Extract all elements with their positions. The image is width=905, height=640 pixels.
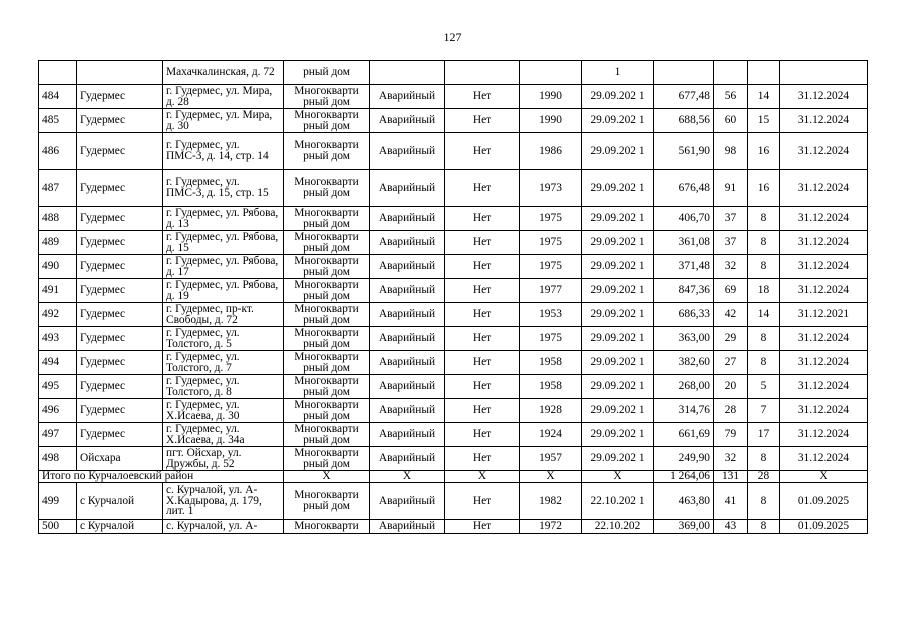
cell-flag: Нет xyxy=(445,170,520,207)
cell-settlement: Гудермес xyxy=(77,207,163,231)
cell-date: 29.09.202 1 xyxy=(582,375,654,399)
cell-type: рный дом xyxy=(284,61,370,85)
cell-year: 1975 xyxy=(520,255,582,279)
cell-apartments: 5 xyxy=(748,375,780,399)
cell-num: 499 xyxy=(39,483,77,520)
total-cell-deadline: X xyxy=(780,471,868,483)
cell-num: 494 xyxy=(39,351,77,375)
cell-flag: Нет xyxy=(445,520,520,534)
cell-apartments: 8 xyxy=(748,255,780,279)
cell-area: 249,90 xyxy=(654,447,714,471)
cell-area: 463,80 xyxy=(654,483,714,520)
cell-date: 22.10.202 xyxy=(582,520,654,534)
total-cell-status: X xyxy=(370,471,445,483)
cell-apartments xyxy=(748,61,780,85)
cell-deadline: 31.12.2024 xyxy=(780,255,868,279)
cell-deadline: 31.12.2024 xyxy=(780,351,868,375)
cell-apartments: 8 xyxy=(748,520,780,534)
cell-type: Многокварти рный дом xyxy=(284,231,370,255)
cell-address: г. Гудермес, ул. ПМС-3, д. 14, стр. 14 xyxy=(163,133,284,170)
cell-settlement: Гудермес xyxy=(77,279,163,303)
cell-date: 22.10.202 1 xyxy=(582,483,654,520)
cell-year: 1990 xyxy=(520,85,582,109)
table-row xyxy=(39,483,868,520)
cell-settlement: Гудермес xyxy=(77,133,163,170)
cell-deadline: 31.12.2024 xyxy=(780,133,868,170)
cell-residents: 29 xyxy=(714,327,748,351)
cell-status: Аварийный xyxy=(370,423,445,447)
cell-date: 29.09.202 1 xyxy=(582,399,654,423)
cell-type: Многокварти рный дом xyxy=(284,133,370,170)
cell-date: 29.09.202 1 xyxy=(582,231,654,255)
table-total-row xyxy=(39,471,868,483)
cell-deadline: 31.12.2024 xyxy=(780,170,868,207)
cell-apartments: 17 xyxy=(748,423,780,447)
cell-residents: 98 xyxy=(714,133,748,170)
cell-year: 1972 xyxy=(520,520,582,534)
cell-status: Аварийный xyxy=(370,279,445,303)
cell-num: 500 xyxy=(39,520,77,534)
cell-type: Многокварти рный дом xyxy=(284,109,370,133)
cell-status: Аварийный xyxy=(370,207,445,231)
cell-address: г. Гудермес, ул. Х.Исаева, д. 34а xyxy=(163,423,284,447)
cell-status: Аварийный xyxy=(370,109,445,133)
cell-residents: 27 xyxy=(714,351,748,375)
cell-status: Аварийный xyxy=(370,327,445,351)
cell-type: Многокварти рный дом xyxy=(284,303,370,327)
cell-settlement: Гудермес xyxy=(77,351,163,375)
cell-status xyxy=(370,61,445,85)
housing-registry-table xyxy=(38,60,868,534)
cell-date: 29.09.202 1 xyxy=(582,447,654,471)
cell-flag: Нет xyxy=(445,85,520,109)
cell-area: 561,90 xyxy=(654,133,714,170)
table-row xyxy=(39,85,868,109)
cell-address: г. Гудермес, ул. Толстого, д. 5 xyxy=(163,327,284,351)
cell-flag: Нет xyxy=(445,109,520,133)
cell-status: Аварийный xyxy=(370,351,445,375)
cell-area: 371,48 xyxy=(654,255,714,279)
cell-address: г. Гудермес, ул. Рябова, д. 13 xyxy=(163,207,284,231)
cell-status: Аварийный xyxy=(370,520,445,534)
cell-date: 29.09.202 1 xyxy=(582,207,654,231)
cell-residents: 60 xyxy=(714,109,748,133)
cell-date: 29.09.202 1 xyxy=(582,133,654,170)
table-row xyxy=(39,279,868,303)
cell-type: Многокварти рный дом xyxy=(284,375,370,399)
cell-residents: 42 xyxy=(714,303,748,327)
cell-type: Многокварти рный дом xyxy=(284,207,370,231)
cell-status: Аварийный xyxy=(370,483,445,520)
cell-residents: 91 xyxy=(714,170,748,207)
table-row xyxy=(39,375,868,399)
cell-num: 487 xyxy=(39,170,77,207)
table-row xyxy=(39,351,868,375)
cell-flag: Нет xyxy=(445,351,520,375)
cell-area: 363,00 xyxy=(654,327,714,351)
cell-residents: 37 xyxy=(714,207,748,231)
table-row xyxy=(39,520,868,534)
cell-settlement: Ойсхара xyxy=(77,447,163,471)
cell-apartments: 8 xyxy=(748,483,780,520)
cell-type: Многокварти рный дом xyxy=(284,483,370,520)
cell-type: Многокварти рный дом xyxy=(284,327,370,351)
cell-date: 1 xyxy=(582,61,654,85)
cell-flag: Нет xyxy=(445,423,520,447)
cell-address: г. Гудермес, ул. Толстого, д. 8 xyxy=(163,375,284,399)
cell-area: 688,56 xyxy=(654,109,714,133)
cell-num: 489 xyxy=(39,231,77,255)
cell-area xyxy=(654,61,714,85)
cell-address: г. Гудермес, пр-кт. Свободы, д. 72 xyxy=(163,303,284,327)
cell-settlement: с Курчалой xyxy=(77,483,163,520)
cell-apartments: 8 xyxy=(748,447,780,471)
cell-year: 1975 xyxy=(520,231,582,255)
total-cell-year: X xyxy=(520,471,582,483)
cell-residents: 32 xyxy=(714,447,748,471)
cell-settlement: Гудермес xyxy=(77,399,163,423)
total-cell-area: 1 264,06 xyxy=(654,471,714,483)
table-row xyxy=(39,399,868,423)
table-row xyxy=(39,170,868,207)
cell-year: 1975 xyxy=(520,207,582,231)
table-body xyxy=(39,61,868,534)
cell-area: 661,69 xyxy=(654,423,714,447)
cell-area: 677,48 xyxy=(654,85,714,109)
cell-type: Многокварти рный дом xyxy=(284,85,370,109)
cell-apartments: 16 xyxy=(748,170,780,207)
total-cell-type: X xyxy=(284,471,370,483)
cell-address: г. Гудермес, ул. Х.Исаева, д. 30 xyxy=(163,399,284,423)
cell-date: 29.09.202 1 xyxy=(582,85,654,109)
cell-deadline: 31.12.2024 xyxy=(780,375,868,399)
cell-address: с. Курчалой, ул. А- xyxy=(163,520,284,534)
cell-apartments: 8 xyxy=(748,207,780,231)
table-row xyxy=(39,231,868,255)
cell-settlement: Гудермес xyxy=(77,85,163,109)
cell-residents: 69 xyxy=(714,279,748,303)
cell-num: 491 xyxy=(39,279,77,303)
cell-address: г. Гудермес, ул. Мира, д. 30 xyxy=(163,109,284,133)
cell-status: Аварийный xyxy=(370,399,445,423)
cell-flag: Нет xyxy=(445,133,520,170)
cell-apartments: 14 xyxy=(748,303,780,327)
cell-apartments: 8 xyxy=(748,231,780,255)
cell-type: Многокварти рный дом xyxy=(284,279,370,303)
cell-year: 1924 xyxy=(520,423,582,447)
cell-apartments: 16 xyxy=(748,133,780,170)
page-number: 127 xyxy=(443,30,462,44)
cell-flag: Нет xyxy=(445,231,520,255)
cell-status: Аварийный xyxy=(370,85,445,109)
cell-year: 1986 xyxy=(520,133,582,170)
cell-residents: 41 xyxy=(714,483,748,520)
cell-flag: Нет xyxy=(445,255,520,279)
cell-deadline: 31.12.2024 xyxy=(780,109,868,133)
cell-residents: 56 xyxy=(714,85,748,109)
cell-deadline: 31.12.2024 xyxy=(780,447,868,471)
cell-num: 496 xyxy=(39,399,77,423)
cell-settlement: Гудермес xyxy=(77,255,163,279)
cell-apartments: 14 xyxy=(748,85,780,109)
total-cell-apartments: 28 xyxy=(748,471,780,483)
cell-deadline: 31.12.2024 xyxy=(780,327,868,351)
cell-flag: Нет xyxy=(445,327,520,351)
table-row xyxy=(39,447,868,471)
cell-year: 1958 xyxy=(520,351,582,375)
cell-address: г. Гудермес, ул. Рябова, д. 19 xyxy=(163,279,284,303)
cell-year: 1975 xyxy=(520,327,582,351)
cell-area: 314,76 xyxy=(654,399,714,423)
cell-type: Многокварти xyxy=(284,520,370,534)
cell-deadline: 31.12.2021 xyxy=(780,303,868,327)
cell-year: 1990 xyxy=(520,109,582,133)
cell-residents: 79 xyxy=(714,423,748,447)
cell-residents: 32 xyxy=(714,255,748,279)
cell-apartments: 8 xyxy=(748,327,780,351)
cell-status: Аварийный xyxy=(370,447,445,471)
cell-deadline: 31.12.2024 xyxy=(780,399,868,423)
cell-settlement: Гудермес xyxy=(77,375,163,399)
cell-address: пгт. Ойсхар, ул. Дружбы, д. 52 xyxy=(163,447,284,471)
cell-flag: Нет xyxy=(445,279,520,303)
cell-deadline: 01.09.2025 xyxy=(780,483,868,520)
cell-type: Многокварти рный дом xyxy=(284,399,370,423)
cell-flag: Нет xyxy=(445,447,520,471)
table-row xyxy=(39,327,868,351)
cell-flag: Нет xyxy=(445,399,520,423)
cell-type: Многокварти рный дом xyxy=(284,255,370,279)
cell-num: 495 xyxy=(39,375,77,399)
cell-status: Аварийный xyxy=(370,133,445,170)
cell-flag: Нет xyxy=(445,483,520,520)
cell-settlement: Гудермес xyxy=(77,231,163,255)
cell-settlement: Гудермес xyxy=(77,170,163,207)
cell-address: Махачкалинская, д. 72 xyxy=(163,61,284,85)
cell-area: 686,33 xyxy=(654,303,714,327)
cell-area: 369,00 xyxy=(654,520,714,534)
cell-apartments: 8 xyxy=(748,351,780,375)
table-row-continued xyxy=(39,61,868,85)
total-cell-flag: X xyxy=(445,471,520,483)
cell-apartments: 7 xyxy=(748,399,780,423)
cell-flag: Нет xyxy=(445,207,520,231)
cell-residents: 28 xyxy=(714,399,748,423)
cell-apartments: 15 xyxy=(748,109,780,133)
cell-date: 29.09.202 1 xyxy=(582,351,654,375)
cell-num: 490 xyxy=(39,255,77,279)
cell-num: 493 xyxy=(39,327,77,351)
cell-num: 486 xyxy=(39,133,77,170)
cell-status: Аварийный xyxy=(370,303,445,327)
cell-num: 498 xyxy=(39,447,77,471)
cell-address: г. Гудермес, ул. Мира, д. 28 xyxy=(163,85,284,109)
total-cell-date: X xyxy=(582,471,654,483)
cell-area: 406,70 xyxy=(654,207,714,231)
cell-num: 492 xyxy=(39,303,77,327)
cell-num xyxy=(39,61,77,85)
cell-area: 676,48 xyxy=(654,170,714,207)
table-row xyxy=(39,255,868,279)
cell-settlement: Гудермес xyxy=(77,109,163,133)
cell-num: 488 xyxy=(39,207,77,231)
cell-deadline: 31.12.2024 xyxy=(780,423,868,447)
cell-status: Аварийный xyxy=(370,170,445,207)
cell-deadline: 31.12.2024 xyxy=(780,85,868,109)
cell-date: 29.09.202 1 xyxy=(582,303,654,327)
cell-type: Многокварти рный дом xyxy=(284,423,370,447)
cell-address: с. Курчалой, ул. А-Х.Кадырова, д. 179, лит. 1 xyxy=(163,483,284,520)
cell-date: 29.09.202 1 xyxy=(582,109,654,133)
cell-residents xyxy=(714,61,748,85)
cell-year: 1928 xyxy=(520,399,582,423)
cell-year: 1973 xyxy=(520,170,582,207)
table-row xyxy=(39,133,868,170)
cell-area: 361,08 xyxy=(654,231,714,255)
cell-deadline: 01.09.2025 xyxy=(780,520,868,534)
total-cell-residents: 131 xyxy=(714,471,748,483)
cell-year: 1957 xyxy=(520,447,582,471)
cell-apartments: 18 xyxy=(748,279,780,303)
cell-settlement: Гудермес xyxy=(77,423,163,447)
cell-year: 1958 xyxy=(520,375,582,399)
cell-area: 268,00 xyxy=(654,375,714,399)
cell-deadline xyxy=(780,61,868,85)
cell-deadline: 31.12.2024 xyxy=(780,231,868,255)
cell-date: 29.09.202 1 xyxy=(582,255,654,279)
cell-deadline: 31.12.2024 xyxy=(780,207,868,231)
cell-residents: 43 xyxy=(714,520,748,534)
table-row xyxy=(39,423,868,447)
cell-settlement: с Курчалой xyxy=(77,520,163,534)
cell-settlement: Гудермес xyxy=(77,327,163,351)
cell-date: 29.09.202 1 xyxy=(582,279,654,303)
cell-year xyxy=(520,61,582,85)
cell-num: 485 xyxy=(39,109,77,133)
cell-residents: 20 xyxy=(714,375,748,399)
cell-date: 29.09.202 1 xyxy=(582,423,654,447)
cell-address: г. Гудермес, ул. Толстого, д. 7 xyxy=(163,351,284,375)
cell-num: 497 xyxy=(39,423,77,447)
cell-address: г. Гудермес, ул. ПМС-3, д. 15, стр. 15 xyxy=(163,170,284,207)
cell-year: 1977 xyxy=(520,279,582,303)
table-row xyxy=(39,207,868,231)
cell-type: Многокварти рный дом xyxy=(284,447,370,471)
cell-year: 1953 xyxy=(520,303,582,327)
cell-year: 1982 xyxy=(520,483,582,520)
cell-address: г. Гудермес, ул. Рябова, д. 17 xyxy=(163,255,284,279)
cell-status: Аварийный xyxy=(370,231,445,255)
table-row xyxy=(39,303,868,327)
cell-address: г. Гудермес, ул. Рябова, д. 15 xyxy=(163,231,284,255)
table-row xyxy=(39,109,868,133)
cell-date: 29.09.202 1 xyxy=(582,327,654,351)
cell-area: 847,36 xyxy=(654,279,714,303)
cell-area: 382,60 xyxy=(654,351,714,375)
cell-residents: 37 xyxy=(714,231,748,255)
cell-flag: Нет xyxy=(445,303,520,327)
cell-status: Аварийный xyxy=(370,375,445,399)
cell-type: Многокварти рный дом xyxy=(284,170,370,207)
cell-settlement xyxy=(77,61,163,85)
cell-num: 484 xyxy=(39,85,77,109)
cell-status: Аварийный xyxy=(370,255,445,279)
cell-flag xyxy=(445,61,520,85)
cell-settlement: Гудермес xyxy=(77,303,163,327)
total-label: Итого по Курчалоевский район xyxy=(39,471,284,483)
cell-flag: Нет xyxy=(445,375,520,399)
cell-type: Многокварти рный дом xyxy=(284,351,370,375)
cell-deadline: 31.12.2024 xyxy=(780,279,868,303)
cell-date: 29.09.202 1 xyxy=(582,170,654,207)
